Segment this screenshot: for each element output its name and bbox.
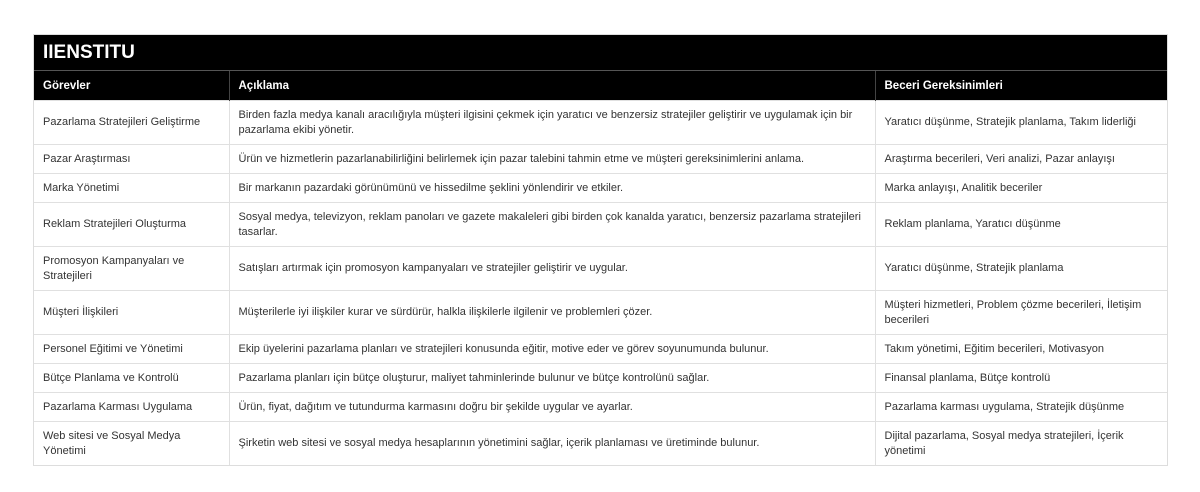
table-row xyxy=(34,335,1167,364)
skills-cell: Finansal planlama, Bütçe kontrolü xyxy=(875,364,1167,393)
task-cell: Promosyon Kampanyaları ve Stratejileri xyxy=(34,247,229,291)
table-row xyxy=(34,203,1167,247)
description-cell: Birden fazla medya kanalı aracılığıyla müşteri ilgisini çekmek için yaratıcı ve benzersiz stratejiler geliştirir ve uygulamak için bir pazarlama ekibi yönetir. xyxy=(229,101,875,145)
skills-cell: Pazarlama karması uygulama, Stratejik düşünme xyxy=(875,393,1167,422)
table-row xyxy=(34,393,1167,422)
skills-cell: Dijital pazarlama, Sosyal medya stratejileri, İçerik yönetimi xyxy=(875,422,1167,466)
table-row xyxy=(34,422,1167,466)
description-cell: Müşterilerle iyi ilişkiler kurar ve sürdürür, halkla ilişkilerle ilgilenir ve problemleri çözer. xyxy=(229,291,875,335)
task-cell: Marka Yönetimi xyxy=(34,174,229,203)
description-cell: Ekip üyelerini pazarlama planları ve stratejileri konusunda eğitir, motive eder ve görev soyunumunda bulunur. xyxy=(229,335,875,364)
task-cell: Pazar Araştırması xyxy=(34,145,229,174)
description-cell: Ürün ve hizmetlerin pazarlanabilirliğini belirlemek için pazar talebini tahmin etme ve müşteri gereksinimlerini anlama. xyxy=(229,145,875,174)
task-cell: Personel Eğitimi ve Yönetimi xyxy=(34,335,229,364)
skills-cell: Takım yönetimi, Eğitim becerileri, Motivasyon xyxy=(875,335,1167,364)
skills-cell: Marka anlayışı, Analitik beceriler xyxy=(875,174,1167,203)
task-cell: Pazarlama Karması Uygulama xyxy=(34,393,229,422)
task-cell: Bütçe Planlama ve Kontrolü xyxy=(34,364,229,393)
skills-cell: Araştırma becerileri, Veri analizi, Pazar anlayışı xyxy=(875,145,1167,174)
task-cell: Pazarlama Stratejileri Geliştirme xyxy=(34,101,229,145)
table-row xyxy=(34,364,1167,393)
skills-cell: Yaratıcı düşünme, Stratejik planlama xyxy=(875,247,1167,291)
description-cell: Sosyal medya, televizyon, reklam panoları ve gazete makaleleri gibi birden çok kanalda yaratıcı, benzersiz pazarlama stratejileri tasarlar. xyxy=(229,203,875,247)
task-cell: Web sitesi ve Sosyal Medya Yönetimi xyxy=(34,422,229,466)
table-row xyxy=(34,145,1167,174)
table-row xyxy=(34,174,1167,203)
tasks-table xyxy=(34,71,1167,465)
table-row xyxy=(34,101,1167,145)
description-cell: Bir markanın pazardaki görünümünü ve hissedilme şeklini yönlendirir ve etkiler. xyxy=(229,174,875,203)
description-cell: Şirketin web sitesi ve sosyal medya hesaplarının yönetimini sağlar, içerik planlaması ve üretiminde bulunur. xyxy=(229,422,875,466)
description-cell: Pazarlama planları için bütçe oluşturur, maliyet tahminlerinde bulunur ve bütçe kontrolünü sağlar. xyxy=(229,364,875,393)
skills-cell: Yaratıcı düşünme, Stratejik planlama, Takım liderliği xyxy=(875,101,1167,145)
header-aciklama: Açıklama xyxy=(229,71,875,101)
tasks-table-container xyxy=(33,34,1168,466)
table-row xyxy=(34,291,1167,335)
header-beceri: Beceri Gereksinimleri xyxy=(875,71,1167,101)
table-title: IIENSTITU xyxy=(34,35,1167,71)
header-row xyxy=(34,71,1167,101)
description-cell: Ürün, fiyat, dağıtım ve tutundurma karmasını doğru bir şekilde uygular ve ayarlar. xyxy=(229,393,875,422)
description-cell: Satışları artırmak için promosyon kampanyaları ve stratejiler geliştirir ve uygular. xyxy=(229,247,875,291)
table-row xyxy=(34,247,1167,291)
task-cell: Müşteri İlişkileri xyxy=(34,291,229,335)
skills-cell: Reklam planlama, Yaratıcı düşünme xyxy=(875,203,1167,247)
skills-cell: Müşteri hizmetleri, Problem çözme becerileri, İletişim becerileri xyxy=(875,291,1167,335)
task-cell: Reklam Stratejileri Oluşturma xyxy=(34,203,229,247)
header-gorevler: Görevler xyxy=(34,71,229,101)
